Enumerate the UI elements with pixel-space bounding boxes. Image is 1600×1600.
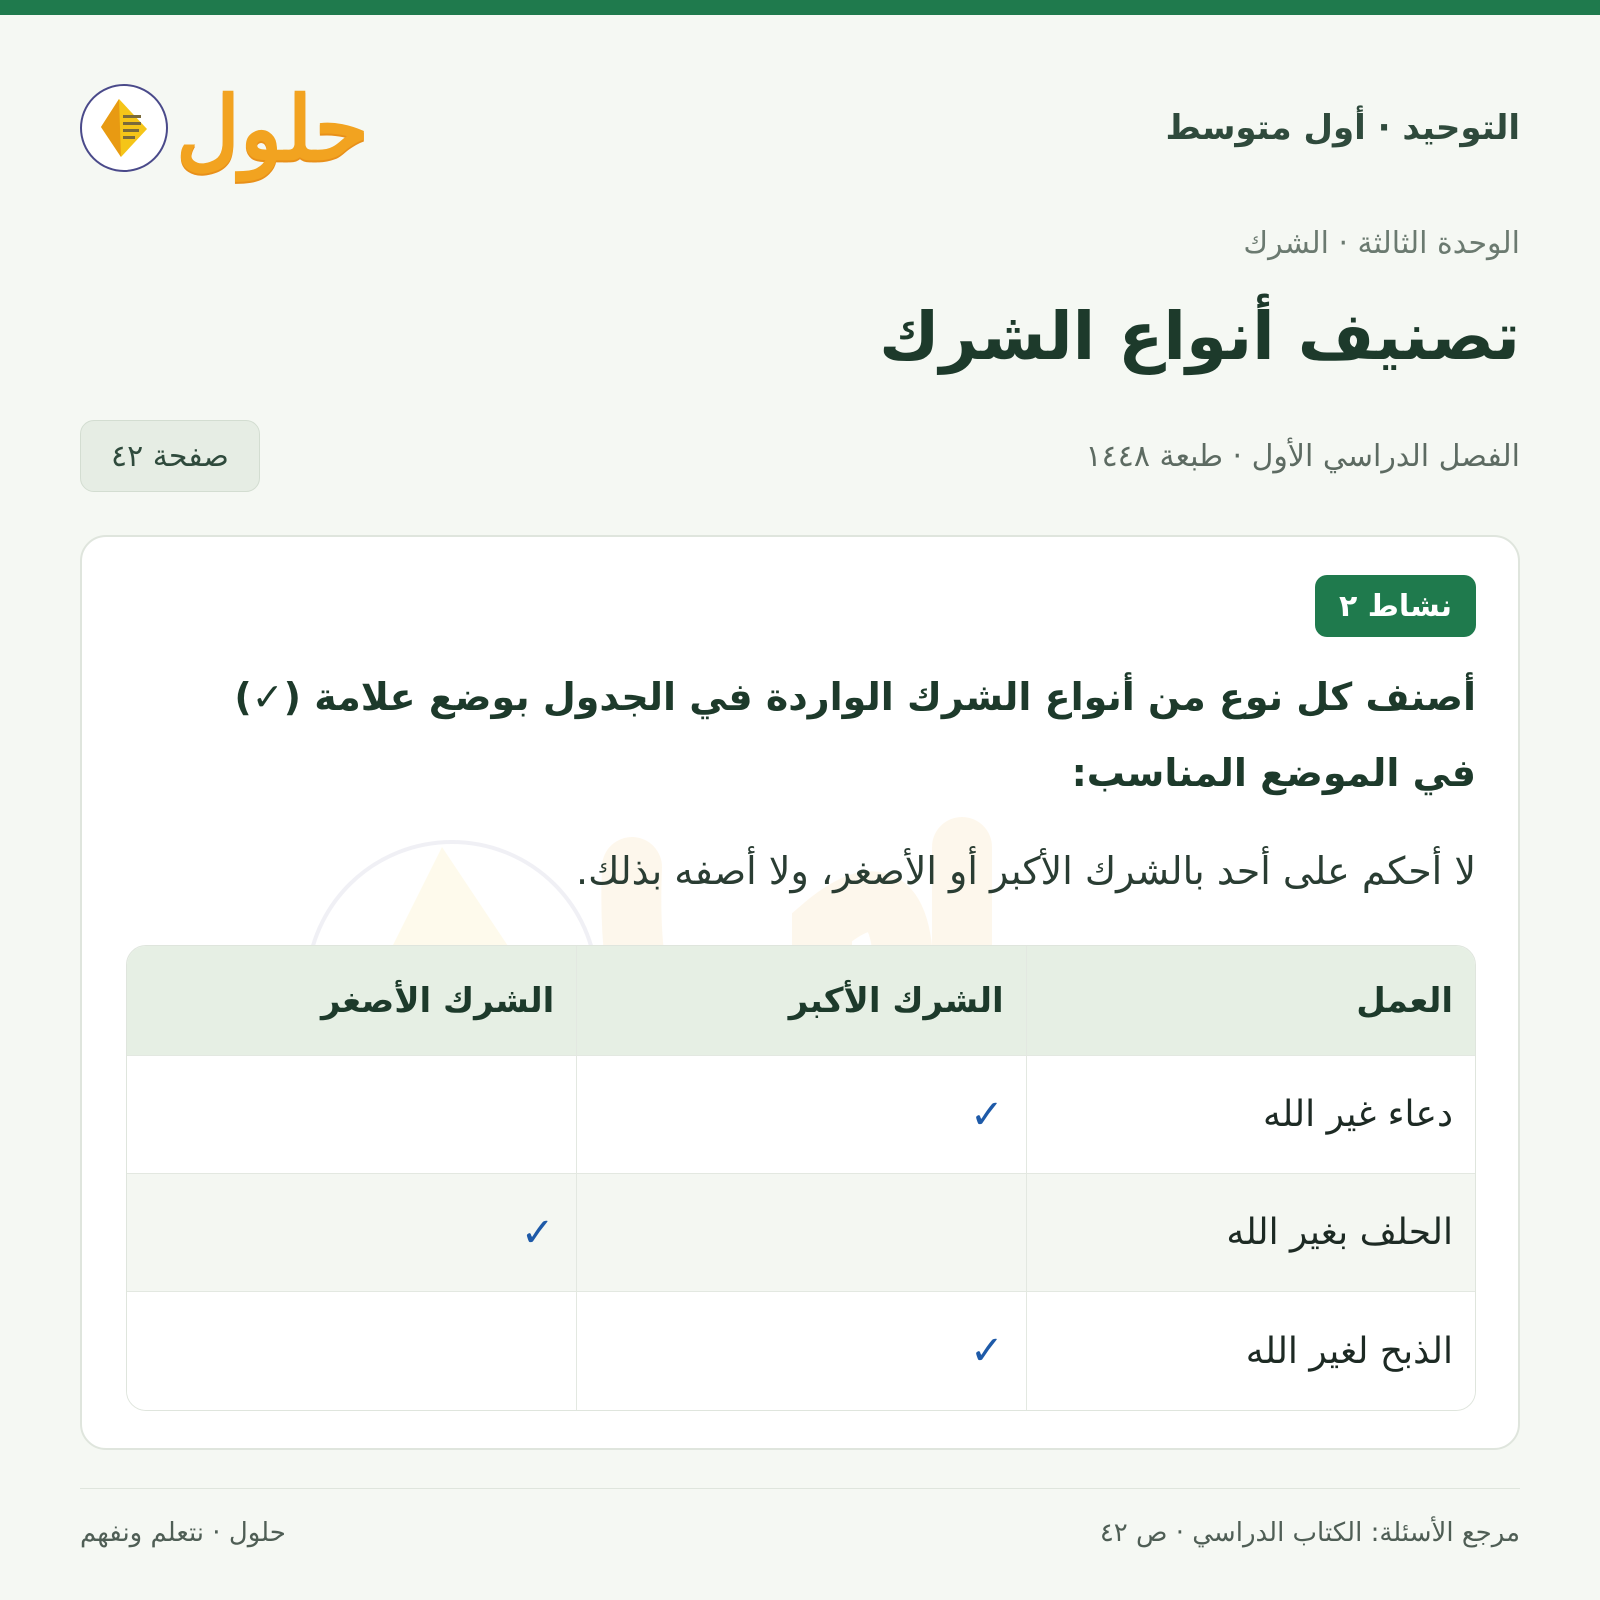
subject-title: التوحيد · أول متوسط	[1165, 108, 1520, 148]
site-logo[interactable]	[80, 73, 369, 183]
book-emblem-icon	[80, 84, 168, 172]
unit-breadcrumb: الوحدة الثالثة · الشرك	[1243, 226, 1520, 261]
check-mark-icon: ✓	[970, 1328, 1004, 1374]
minor-shirk-cell[interactable]	[127, 1292, 576, 1410]
activity-card	[80, 535, 1520, 1450]
lesson-title: تصنيف أنواع الشرك	[879, 298, 1520, 375]
table-row	[127, 1174, 1475, 1292]
meta-row	[80, 420, 1520, 492]
page-header	[80, 68, 1520, 188]
table-header-row	[127, 946, 1475, 1056]
page-footer	[80, 1518, 1520, 1548]
column-header-minor-shirk: الشرك الأصغر	[321, 980, 555, 1021]
footer-reference: مرجع الأسئلة: الكتاب الدراسي · ص ٤٢	[1099, 1518, 1520, 1548]
table-row	[127, 1292, 1475, 1410]
semester-info: الفصل الدراسي الأول · طبعة ١٤٤٨	[1085, 438, 1520, 474]
check-mark-icon: ✓	[520, 1209, 555, 1256]
footer-divider	[80, 1488, 1520, 1489]
major-shirk-cell[interactable]	[576, 1292, 1025, 1410]
classification-table	[126, 945, 1476, 1411]
column-header-major-shirk: الشرك الأكبر	[576, 946, 1025, 1055]
footer-brand: حلول · نتعلم ونفهم	[80, 1518, 286, 1548]
column-header-action: العمل	[1026, 946, 1475, 1055]
action-cell: الحلف بغير الله	[1026, 1174, 1475, 1291]
major-shirk-cell[interactable]	[576, 1056, 1025, 1173]
minor-shirk-cell[interactable]	[127, 1056, 576, 1173]
page-number-chip: صفحة ٤٢	[80, 420, 260, 492]
minor-shirk-cell[interactable]	[127, 1174, 576, 1291]
action-cell: دعاء غير الله	[1026, 1056, 1475, 1173]
action-cell: الذبح لغير الله	[1026, 1292, 1475, 1410]
logo-wordmark: حلول	[176, 76, 369, 180]
major-shirk-cell[interactable]	[576, 1174, 1025, 1291]
check-mark-icon: ✓	[970, 1091, 1004, 1138]
activity-instruction: أصنف كل نوع من أنواع الشرك الواردة في الجدول بوضع علامة (✓) في الموضع المناسب:	[234, 675, 1476, 795]
activity-badge: نشاط ٢	[1315, 575, 1476, 637]
top-accent-bar	[0, 0, 1600, 15]
activity-note: لا أحكم على أحد بالشرك الأكبر أو الأصغر، ولا أصفه بذلك.	[576, 849, 1476, 893]
table-row	[127, 1056, 1475, 1174]
